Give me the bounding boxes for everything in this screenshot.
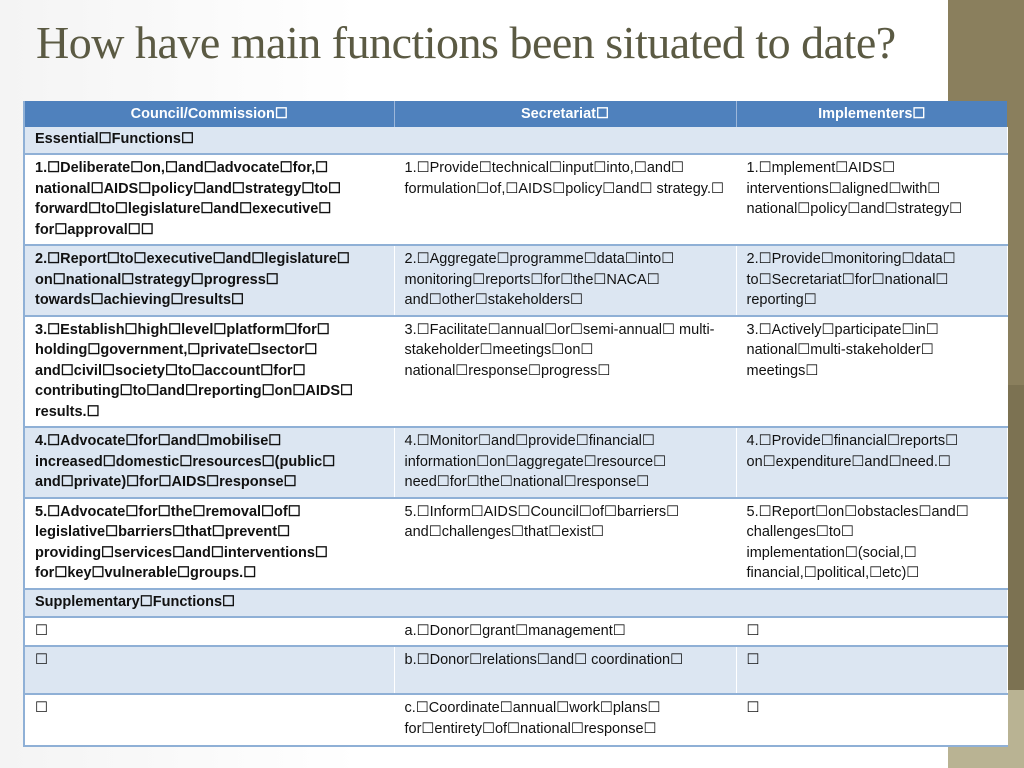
implementers-cell: ☐ bbox=[736, 617, 1007, 647]
table-row bbox=[24, 498, 1007, 589]
secretariat-cell: 5.☐Inform☐AIDS☐Council☐of☐barriers☐ and☐challenges☐that☐exist☐ bbox=[394, 498, 736, 589]
implementers-cell: ☐ bbox=[736, 646, 1007, 694]
council-cell: ☐ bbox=[24, 646, 394, 694]
slide-title: How have main functions been situated to date? bbox=[36, 17, 896, 68]
table-row bbox=[24, 617, 1007, 647]
table-row bbox=[24, 694, 1007, 746]
table-row bbox=[24, 316, 1007, 428]
council-cell: 4.☐Advocate☐for☐and☐mobilise☐ increased☐domestic☐resources☐(public☐ and☐private)☐for☐AIDS☐response☐ bbox=[24, 427, 394, 498]
secretariat-cell: 2.☐Aggregate☐programme☐data☐into☐ monitoring☐reports☐for☐the☐NACA☐ and☐other☐stakeholders☐ bbox=[394, 245, 736, 316]
implementers-cell: 5.☐Report☐on☐obstacles☐and☐ challenges☐to☐ implementation☐(social,☐ financial,☐political,☐etc)☐ bbox=[736, 498, 1007, 589]
table-header-row bbox=[24, 101, 1007, 127]
council-cell: ☐ bbox=[24, 617, 394, 647]
council-cell: 3.☐Establish☐high☐level☐platform☐for☐ holding☐government,☐private☐sector☐ and☐civil☐society☐to☐account☐for☐ contributing☐to☐and☐reporting☐on☐AIDS☐ results.☐ bbox=[24, 316, 394, 428]
secretariat-cell: 1.☐Provide☐technical☐input☐into,☐and☐ formulation☐of,☐AIDS☐policy☐and☐ strategy.☐ bbox=[394, 154, 736, 245]
section-row-essential bbox=[24, 127, 1007, 154]
column-header-secretariat: Secretariat☐ bbox=[394, 101, 736, 127]
table-row bbox=[24, 427, 1007, 498]
council-cell: ☐ bbox=[24, 694, 394, 746]
table-row bbox=[24, 646, 1007, 694]
functions-table bbox=[23, 101, 1008, 747]
secretariat-cell: b.☐Donor☐relations☐and☐ coordination☐ bbox=[394, 646, 736, 694]
implementers-cell: 1.☐mplement☐AIDS☐ interventions☐aligned☐with☐ national☐policy☐and☐strategy☐ bbox=[736, 154, 1007, 245]
council-cell: 5.☐Advocate☐for☐the☐removal☐of☐ legislative☐barriers☐that☐prevent☐ providing☐services☐and☐interventions☐ for☐key☐vulnerable☐groups.☐ bbox=[24, 498, 394, 589]
secretariat-cell: 4.☐Monitor☐and☐provide☐financial☐ information☐on☐aggregate☐resource☐ need☐for☐the☐national☐response☐ bbox=[394, 427, 736, 498]
secretariat-cell: a.☐Donor☐grant☐management☐ bbox=[394, 617, 736, 647]
secretariat-cell: c.☐Coordinate☐annual☐work☐plans☐ for☐entirety☐of☐national☐response☐ bbox=[394, 694, 736, 746]
implementers-cell: ☐ bbox=[736, 694, 1007, 746]
table-row bbox=[24, 245, 1007, 316]
section-row-supplementary bbox=[24, 589, 1007, 617]
implementers-cell: 2.☐Provide☐monitoring☐data☐ to☐Secretariat☐for☐national☐ reporting☐ bbox=[736, 245, 1007, 316]
column-header-council: Council/Commission☐ bbox=[24, 101, 394, 127]
council-cell: 2.☐Report☐to☐executive☐and☐legislature☐ on☐national☐strategy☐progress☐ towards☐achieving☐results☐ bbox=[24, 245, 394, 316]
table-row bbox=[24, 154, 1007, 245]
council-cell: 1.☐Deliberate☐on,☐and☐advocate☐for,☐ national☐AIDS☐policy☐and☐strategy☐to☐ forward☐to☐legislature☐and☐executive☐ for☐approval☐☐ bbox=[24, 154, 394, 245]
section-label-supplementary: Supplementary☐Functions☐ bbox=[24, 589, 1007, 617]
implementers-cell: 3.☐Actively☐participate☐in☐ national☐multi-stakeholder☐ meetings☐ bbox=[736, 316, 1007, 428]
secretariat-cell: 3.☐Facilitate☐annual☐or☐semi-annual☐ multi-stakeholder☐meetings☐on☐ national☐response☐progress☐ bbox=[394, 316, 736, 428]
section-label-essential: Essential☐Functions☐ bbox=[24, 127, 1007, 154]
column-header-implementers: Implementers☐ bbox=[736, 101, 1007, 127]
implementers-cell: 4.☐Provide☐financial☐reports☐ on☐expenditure☐and☐need.☐ bbox=[736, 427, 1007, 498]
